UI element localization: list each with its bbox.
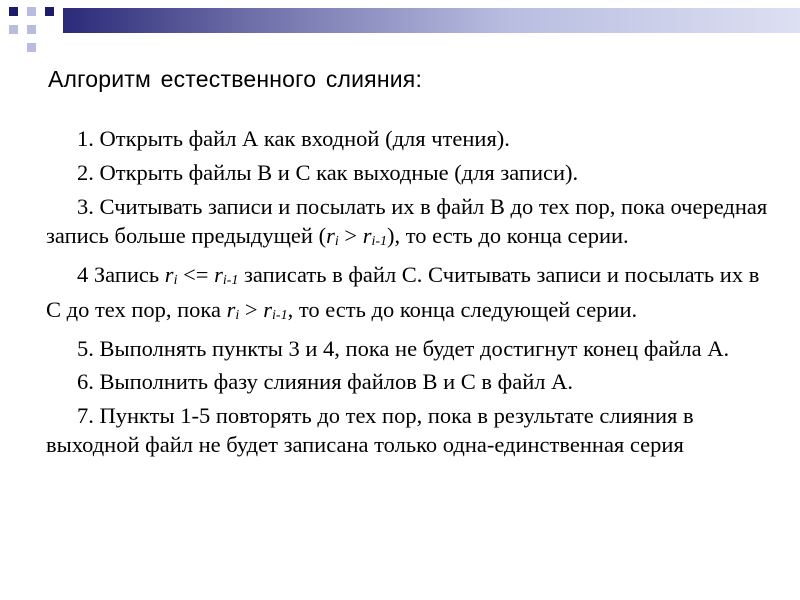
deco-square-2: [27, 7, 36, 16]
deco-square-6: [27, 43, 36, 52]
list-item-3-text: 3. Считывать записи и посылать их в файл В до тех пор, пока очередная запись больше предыдущей (: [46, 194, 768, 248]
math-sub-i-minus-1: i-1: [371, 234, 388, 249]
list-item-3-end: ), то есть до конца серии.: [387, 223, 629, 248]
list-item-4: [46, 260, 768, 330]
math-r: r: [164, 262, 174, 287]
math-sub-i: i: [173, 273, 178, 288]
list-item-1: 1. Открыть файл А как входной (для чтения).: [77, 126, 510, 151]
math-sub-i-minus-1: i-1: [222, 273, 239, 288]
math-sub-i: i: [235, 308, 240, 323]
math-sub-i-minus-1: i-1: [272, 308, 288, 323]
deco-square-5: [9, 25, 18, 34]
math-le: <=: [177, 262, 215, 287]
deco-square-4: [27, 25, 36, 34]
math-r: r: [326, 223, 335, 248]
list-item-4-b: записать в файл С. Считывать записи и посылать их в С до тех пор, пока: [46, 262, 760, 322]
math-r: r: [226, 297, 236, 322]
decorative-header-bar: [0, 0, 800, 60]
math-gt: >: [239, 297, 264, 322]
slide-title: Алгоритм естественного слияния:: [48, 66, 423, 92]
math-r: r: [263, 297, 273, 322]
slide-body: [46, 124, 768, 463]
list-item-6: 6. Выполнить фазу слияния файлов В и С в файл А.: [77, 369, 574, 394]
list-item-4-c: , то есть до конца следующей серии.: [287, 297, 638, 322]
list-item-5: 5. Выполнять пункты 3 и 4, пока не будет достигнут конец файла А.: [77, 336, 730, 361]
list-item-2: 2. Открыть файлы В и С как выходные (для записи).: [77, 160, 579, 185]
math-r: r: [362, 223, 372, 248]
deco-square-3: [45, 7, 54, 16]
list-item-3: [46, 192, 768, 256]
math-gt: >: [338, 223, 363, 248]
math-sub-i: i: [334, 234, 339, 249]
deco-square-1: [9, 7, 18, 16]
math-r: r: [214, 262, 223, 287]
list-item-7: 7. Пункты 1-5 повторять до тех пор, пока в результате слияния в выходной файл не будет записана только одна-единственная серия: [46, 403, 694, 457]
list-item-4-a: 4 Запись: [77, 262, 165, 287]
deco-gradient-bar: [63, 8, 800, 33]
